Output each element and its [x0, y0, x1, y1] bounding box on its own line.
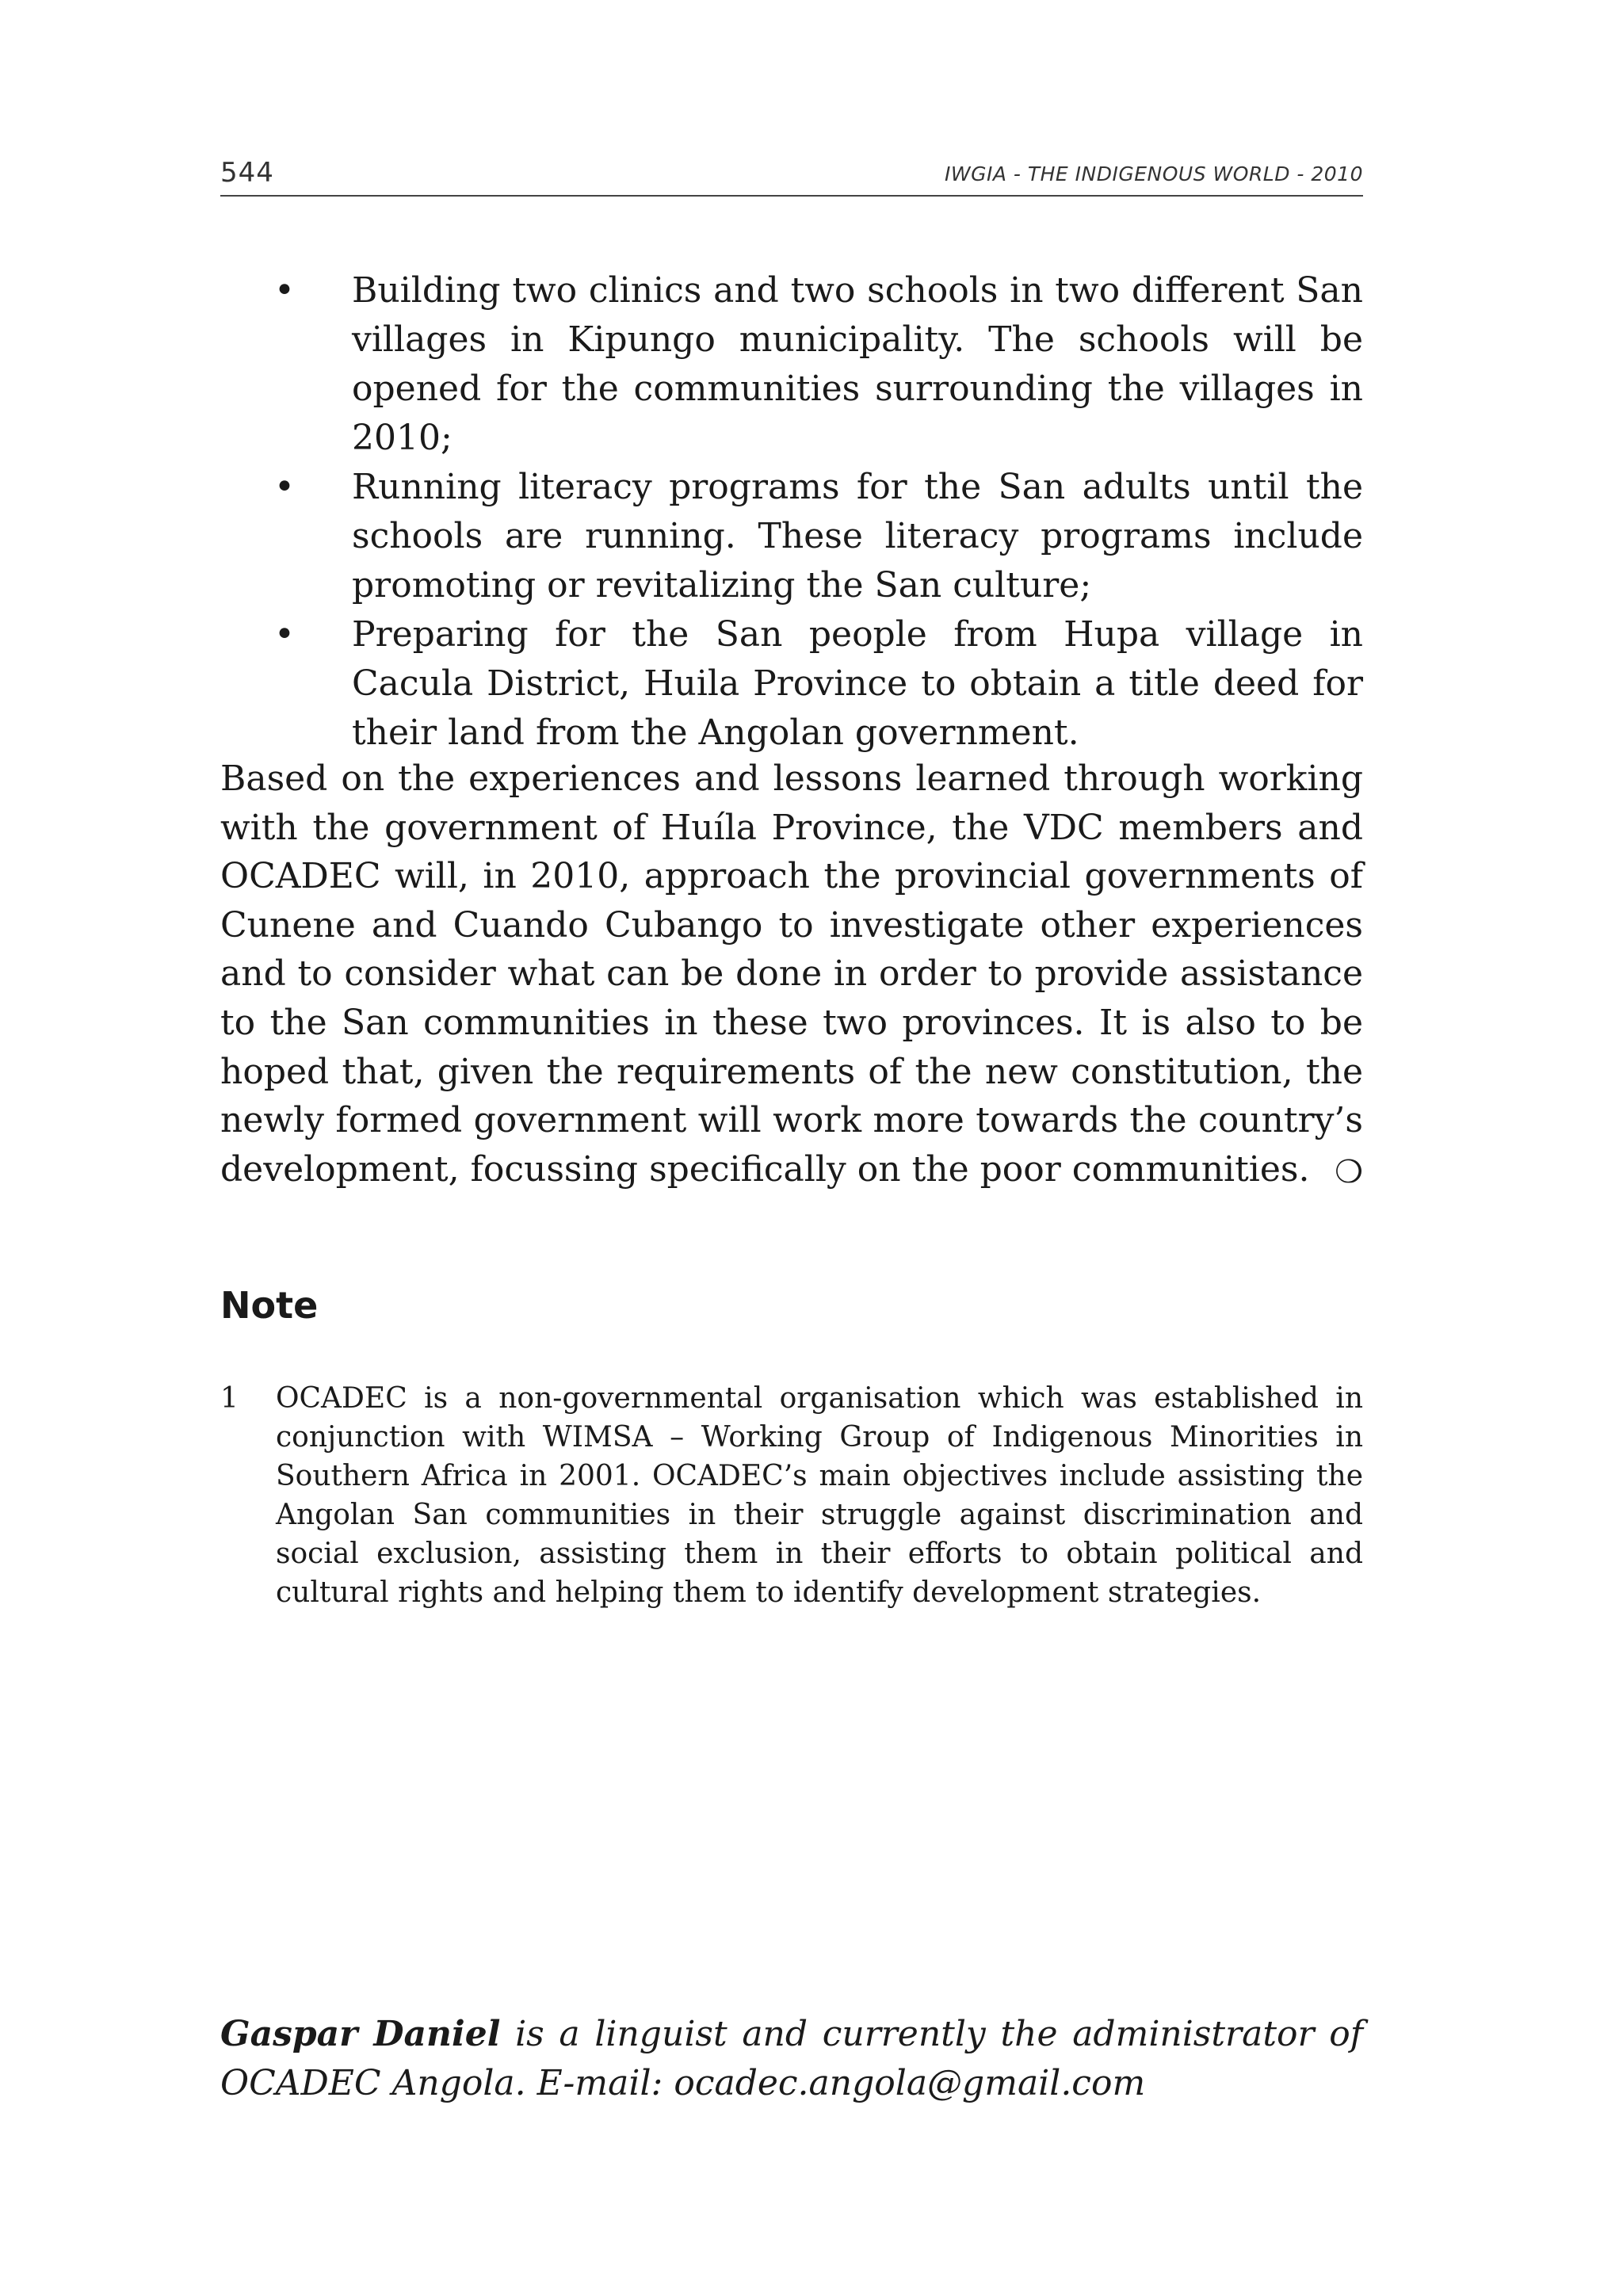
- bullet-list: [220, 266, 1363, 758]
- page-number: 544: [220, 157, 274, 189]
- author-bio: [220, 2010, 1363, 2108]
- page-header: [220, 155, 1363, 197]
- end-of-article-icon: ❍: [1335, 1153, 1363, 1190]
- list-item: [220, 266, 1363, 463]
- author-bio-text: is a linguist and currently the administrator of OCADEC Angola. E-mail: ocadec.angola@gmail.com: [220, 2014, 1363, 2103]
- list-item: [220, 463, 1363, 610]
- running-head: IWGIA - THE INDIGENOUS WORLD - 2010: [944, 162, 1363, 185]
- footnote: [220, 1379, 1363, 1612]
- body-paragraph: [220, 755, 1363, 1197]
- notes-heading: Note: [220, 1284, 319, 1327]
- author-name: Gaspar Daniel: [220, 2014, 501, 2054]
- bullet-text: Preparing for the San people from Hupa village in Cacula District, Huila Province to obtain a title deed for their land from the Angolan government.: [352, 614, 1363, 753]
- footnote-text: OCADEC is a non-governmental organisation which was established in conjunction with WIMSA – Working Group of Indigenous Minorities in Southern Africa in 2001. OCADEC’s main objectives include assisting the Angolan San communities in their struggle against discrimination and social exclusion, assisting them in their efforts to obtain political and cultural rights and helping them to identify development strategies.: [276, 1382, 1363, 1609]
- bullet-icon: •: [274, 614, 295, 655]
- bullet-text: Running literacy programs for the San adults until the schools are running. These literacy programs include promoting or revitalizing the San culture;: [352, 467, 1363, 606]
- bullet-text: Building two clinics and two schools in two different San villages in Kipungo municipality. The schools will be opened for the communities surrounding the villages in 2010;: [352, 270, 1363, 458]
- list-item: [220, 610, 1363, 758]
- footnote-number: 1: [220, 1382, 239, 1415]
- bullet-icon: •: [274, 467, 295, 507]
- body-paragraph-text: Based on the experiences and lessons learned through working with the government of Huíla Province, the VDC members and OCADEC will, in 2010, approach the provincial governments of Cunene and Cuando Cubango to investigate other experiences and to consider what can be done in order to provide assistance to the San communities in these two provinces. It is also to be hoped that, given the requirements of the new constitution, the newly formed government will work more towards the country’s development, focussing specifically on the poor communities.: [220, 758, 1363, 1190]
- bullet-icon: •: [274, 270, 295, 311]
